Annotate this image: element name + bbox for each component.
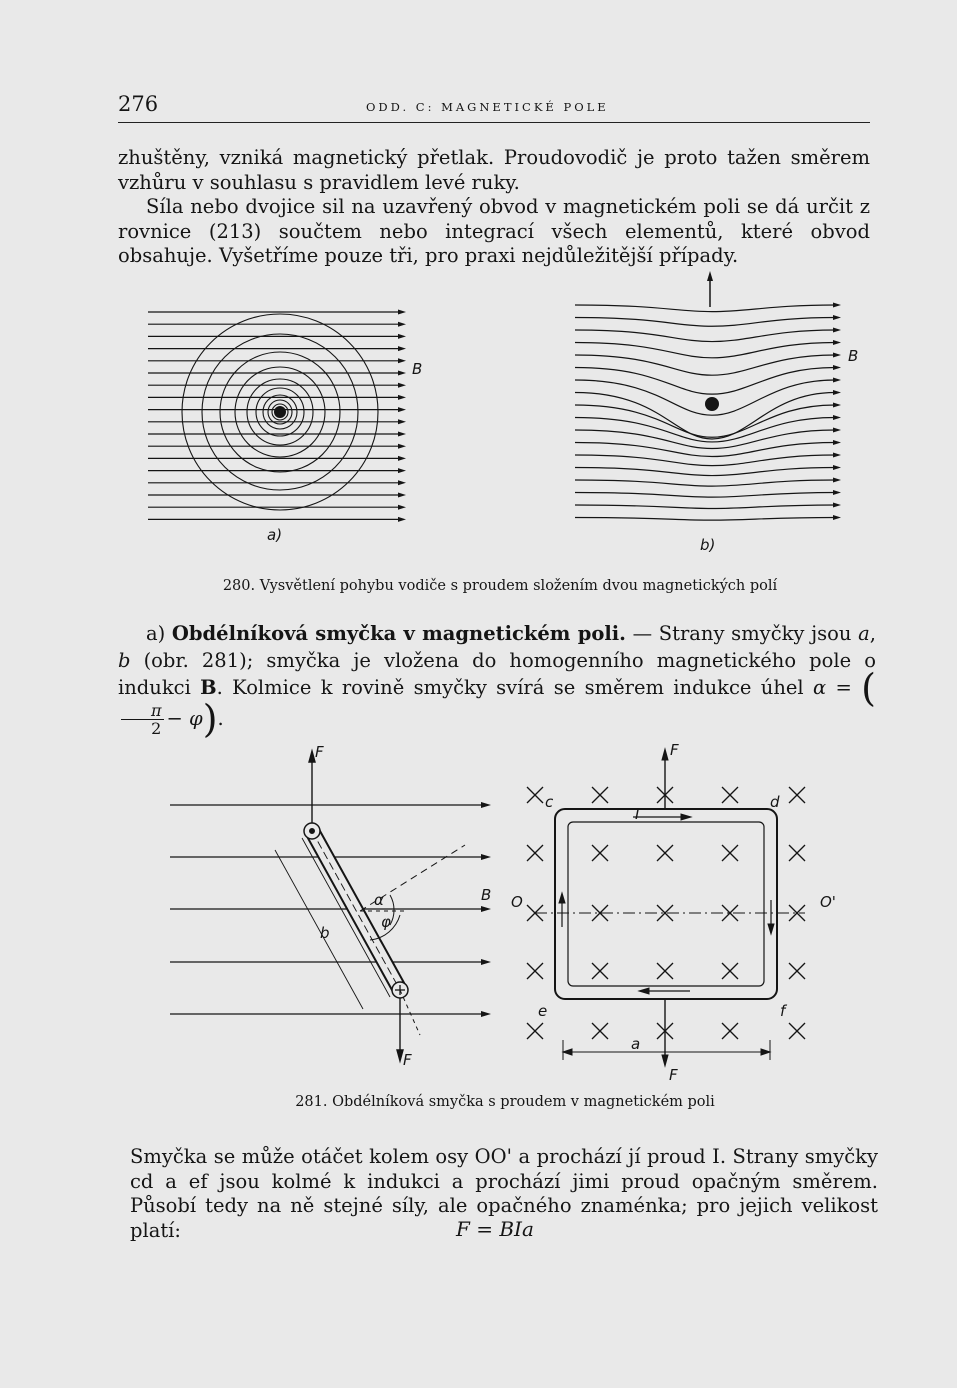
figure-281-left-field-lines: [170, 802, 491, 1017]
field-line: [575, 430, 835, 449]
field-line-arrow: [398, 310, 406, 315]
field-line-arrow: [398, 517, 406, 522]
label-F-bottom-left: F: [403, 1051, 412, 1069]
field-line-arrow: [398, 468, 406, 473]
field-cross: [722, 787, 738, 803]
field-cross: [657, 963, 673, 979]
field-line: [575, 493, 835, 498]
figure-281: [165, 735, 845, 1085]
field-cross: [592, 787, 608, 803]
fraction-numerator: π: [121, 702, 164, 720]
running-head: ODD. C: MAGNETICKÉ POLE: [366, 100, 609, 114]
field-line-arrow: [833, 340, 841, 345]
section-a-text: a) Obdélníková smyčka v magnetickém poli. — Strany smyčky jsou a, b (obr. 281); smyčka je vložena do homogenního magnetického pole o indukci B. Kolmice k rovině smyčky svírá se směrem indukce úhel α = ( $\frac{\pi}{2}$ − φ).: [118, 622, 876, 741]
field-line-arrow: [398, 371, 406, 376]
field-line-arrow: [481, 854, 491, 860]
label-b: b: [320, 924, 330, 942]
label-F-top-right: F: [670, 741, 679, 759]
field-line-arrow: [833, 315, 841, 320]
field-cross: [789, 787, 805, 803]
field-line-arrow: [833, 490, 841, 495]
field-line-arrow: [398, 346, 406, 351]
field-line-arrow: [481, 959, 491, 965]
field-line-arrow: [481, 1011, 491, 1017]
label-B: B: [481, 886, 492, 904]
label-a: a: [631, 1035, 641, 1053]
field-line: [575, 505, 835, 508]
label-d: d: [770, 793, 780, 811]
figure-280-caption: 280. Vysvětlení pohybu vodiče s proudem složením dvou magnetických polí: [222, 578, 778, 594]
fraction-denominator: 2: [151, 719, 162, 738]
intro-text: [118, 146, 870, 269]
field-line-arrow: [398, 419, 406, 424]
field-line-arrow: [833, 303, 841, 308]
field-cross: [527, 1023, 543, 1039]
conductor-b: [705, 397, 719, 411]
field-line-arrow: [833, 403, 841, 408]
field-line: [575, 330, 835, 342]
label-f: f: [780, 1002, 786, 1020]
label-I: I: [635, 805, 640, 823]
field-line: [575, 480, 835, 486]
figure-281-caption: 281. Obdélníková smyčka s proudem v magnetickém poli: [295, 1094, 715, 1110]
section-title: Obdélníková smyčka v magnetickém poli.: [171, 622, 626, 645]
field-line-arrow: [398, 358, 406, 363]
field-line-arrow: [398, 480, 406, 485]
field-line-arrow: [398, 456, 406, 461]
field-cross: [527, 963, 543, 979]
label-F-bottom-right: F: [669, 1066, 678, 1084]
label-O-prime: O': [820, 893, 836, 911]
page-header: [118, 92, 870, 123]
field-cross: [527, 845, 543, 861]
field-line-arrow: [398, 432, 406, 437]
field-line: [575, 468, 835, 476]
field-line: [575, 318, 835, 327]
section-text-1: — Strany smyčky jsou: [625, 622, 859, 645]
field-line-arrow: [833, 515, 841, 520]
label-c: c: [545, 793, 554, 811]
field-cross: [657, 845, 673, 861]
field-cross: [789, 963, 805, 979]
field-line-arrow: [398, 322, 406, 327]
field-cross: [527, 787, 543, 803]
bold-B: B: [200, 676, 217, 699]
period: .: [217, 707, 224, 730]
field-line: [575, 518, 835, 521]
field-line-arrow: [833, 365, 841, 370]
label-phi: φ: [381, 913, 391, 931]
section-marker: a): [146, 622, 166, 645]
conductor-a: [274, 406, 286, 418]
sublabel-a: a): [267, 526, 283, 544]
field-line-arrow: [833, 390, 841, 395]
field-line-arrow: [398, 334, 406, 339]
field-line: [575, 305, 835, 312]
field-cross: [722, 845, 738, 861]
field-cross: [592, 1023, 608, 1039]
field-line: [575, 343, 835, 358]
label-F-top-left: F: [315, 743, 324, 761]
loop-side-view: [275, 823, 465, 1035]
field-line-arrow: [833, 415, 841, 420]
force-arrow-b-head: [707, 271, 713, 281]
field-line-arrow: [398, 505, 406, 510]
label-alpha: α: [374, 891, 384, 909]
label-e: e: [538, 1002, 548, 1020]
field-line-arrow: [398, 444, 406, 449]
field-line-arrow: [833, 428, 841, 433]
field-cross: [722, 1023, 738, 1039]
field-cross: [592, 845, 608, 861]
field-line-arrow: [398, 493, 406, 498]
field-line-arrow: [398, 383, 406, 388]
page-number: 276: [118, 92, 159, 116]
field-line-arrow: [833, 328, 841, 333]
field-line-arrow: [833, 465, 841, 470]
field-line-arrow: [833, 503, 841, 508]
intro-paragraph: Síla nebo dvojice sil na uzavřený obvod v magnetickém poli se dá určit z rovnice (213) součtem nebo integrací všech elementů, které obvod obsahuje. Vyšetříme pouze tři, pro praxi nejdůležitější případy.: [118, 195, 870, 267]
field-line-arrow: [833, 353, 841, 358]
field-cross: [592, 963, 608, 979]
var-b: b: [118, 649, 131, 672]
field-line: [575, 443, 835, 457]
field-line: [575, 368, 835, 395]
closing-paragraph: Smyčka se může otáčet kolem osy OO' a prochází jí proud I. Strany smyčky cd a ef jsou kolmé k indukci a prochází jimi proud opačným směrem. Působí tedy na ně stejné síly, ale opačného znaménka; pro jejich velikost platí:: [130, 1145, 878, 1242]
figure-280: [130, 265, 870, 565]
var-a: a: [858, 622, 870, 645]
field-line-arrow: [833, 478, 841, 483]
field-line-arrow: [833, 453, 841, 458]
comma: ,: [869, 622, 876, 645]
field-line-arrow: [398, 407, 406, 412]
field-line-arrow: [481, 906, 491, 912]
minus-phi: − φ: [166, 707, 203, 730]
sublabel-b: b): [700, 536, 716, 554]
field-line-arrow: [398, 395, 406, 400]
fraction: [121, 702, 164, 737]
section-text-2: (obr. 281); smyčka je vložena do homogenního magnetického pole o indukci: [118, 649, 876, 699]
figure-280b-field-lines: [575, 303, 841, 521]
formula-F-BIa: F = BIa: [456, 1217, 534, 1241]
field-cross: [722, 963, 738, 979]
label-B-a: B: [412, 360, 423, 378]
alpha-eq: α =: [812, 676, 852, 699]
section-text-3: . Kolmice k rovině smyčky svírá se směrem indukce úhel: [216, 676, 813, 699]
label-O: O: [511, 893, 523, 911]
field-cross: [789, 1023, 805, 1039]
intro-line: zhuštěny, vzniká magnetický přetlak. Proudovodič je proto tažen směrem vzhůru v souhlasu s pravidlem levé ruky.: [118, 146, 870, 194]
field-line-arrow: [481, 802, 491, 808]
field-line-arrow: [833, 440, 841, 445]
label-B-b: B: [848, 347, 859, 365]
field-line-arrow: [833, 378, 841, 383]
field-cross: [789, 845, 805, 861]
